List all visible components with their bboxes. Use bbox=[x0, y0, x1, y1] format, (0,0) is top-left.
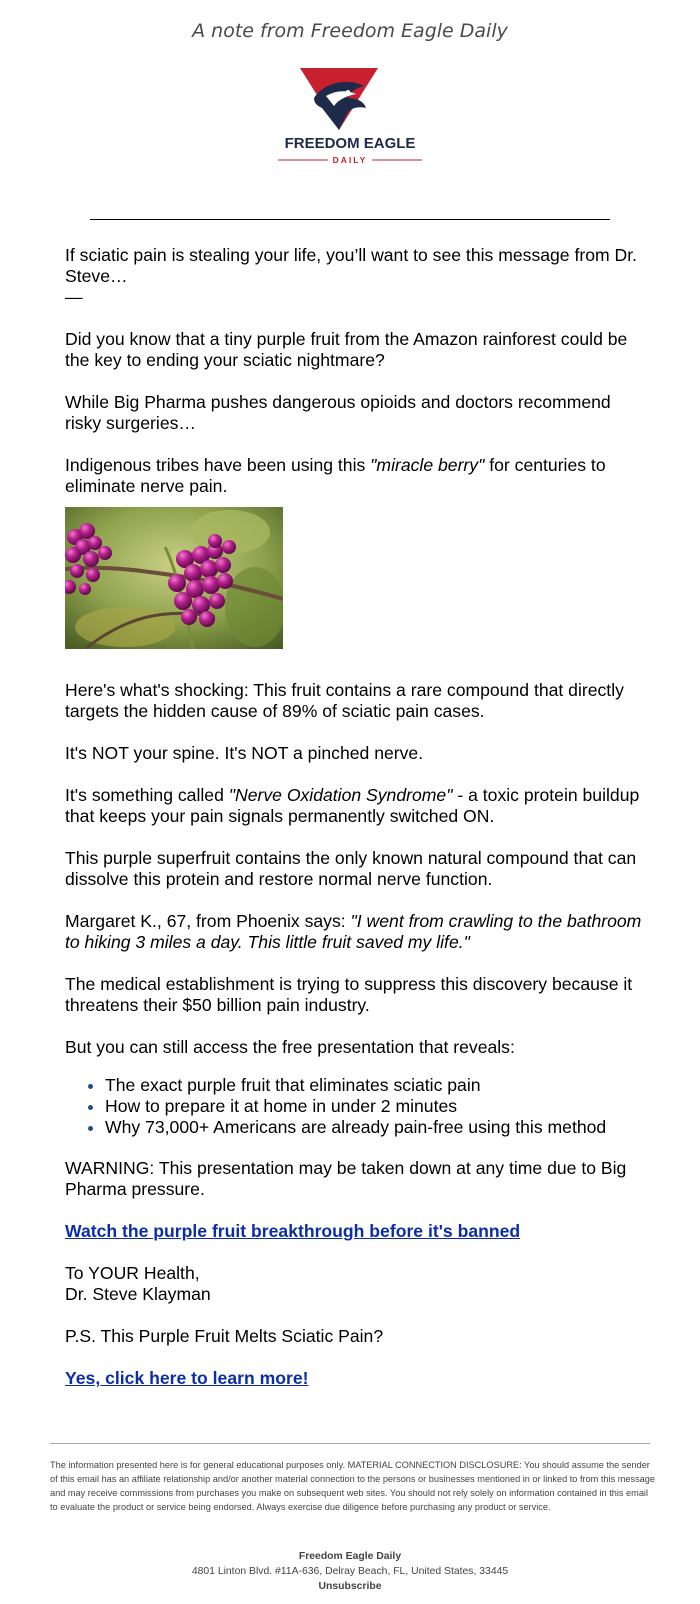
paragraph-7: This purple superfruit contains the only known natural compound that can dissolve this protein and restore normal nerve function. bbox=[65, 848, 637, 889]
paragraph-1: Did you know that a tiny purple fruit from the Amazon rainforest could be the key to ending your sciatic nightmare? bbox=[65, 329, 628, 370]
paragraph-3 bbox=[65, 455, 645, 497]
paragraph-8-text: Margaret K., 67, from Phoenix says: bbox=[65, 911, 351, 931]
paragraph-3-text-end: for centuries to eliminate nerve pain. bbox=[65, 455, 606, 496]
paragraph-9: The medical establishment is trying to suppress this discovery because it threatens their $50 billion pain industry. bbox=[65, 974, 633, 1015]
logo-eagle-eye bbox=[346, 90, 350, 94]
paragraph-6 bbox=[65, 785, 645, 827]
disclosure-text: The information presented here is for general educational purposes only. MATERIAL CONNECTION DISCLOSURE: You should assume the sender of this email has an affiliate relationship and/or another material connection to the persons or businesses mentioned in or linked to from this message and may receive commissions from purchases you make on subsequent web sites. You should not rely solely on information contained in this email to evaluate the product or service being endorsed. Always exercise due diligence before purchasing any product or service. bbox=[50, 1460, 656, 1512]
ps-paragraph: P.S. This Purple Fruit Melts Sciatic Pain? bbox=[65, 1326, 384, 1346]
paragraph-4: Here's what's shocking: This fruit contains a rare compound that directly targets the hidden cause of 89% of sciatic pain cases. bbox=[65, 680, 624, 721]
intro-dash: — bbox=[65, 287, 83, 307]
footer-divider bbox=[50, 1443, 650, 1444]
paragraph-6-text-end: - a toxic protein buildup that keeps your pain signals permanently switched ON. bbox=[65, 785, 640, 826]
header-divider bbox=[90, 219, 610, 220]
paragraph-3-emphasis: "miracle berry" bbox=[370, 455, 485, 475]
paragraph-3-text: Indigenous tribes have been using this bbox=[65, 455, 371, 475]
note-header: A note from Freedom Eagle Daily bbox=[192, 20, 508, 42]
logo-brand-line1: FREEDOM EAGLE bbox=[284, 135, 416, 152]
eagle-logo-icon bbox=[278, 68, 422, 168]
email-body bbox=[65, 245, 645, 1410]
logo-brand-line2: DAILY bbox=[332, 155, 368, 165]
list-item: • The exact purple fruit that eliminates sciatic pain bbox=[105, 1075, 645, 1096]
paragraph-5: It's NOT your spine. It's NOT a pinched nerve. bbox=[65, 743, 424, 763]
intro-paragraph: If sciatic pain is stealing your life, you’ll want to see this message from Dr. Steve… bbox=[65, 245, 638, 286]
paragraph-8 bbox=[65, 911, 645, 953]
brand-logo bbox=[278, 68, 422, 168]
testimonial-quote: "I went from crawling to the bathroom to hiking 3 miles a day. This little fruit saved my life." bbox=[65, 911, 642, 952]
warning-paragraph: WARNING: This presentation may be taken down at any time due to Big Pharma pressure. bbox=[65, 1158, 627, 1199]
paragraph-6-text: It's something called bbox=[65, 785, 229, 805]
cta-paragraph-1 bbox=[65, 1221, 645, 1242]
footer bbox=[0, 1549, 700, 1594]
cta-link-watch[interactable]: Watch the purple fruit breakthrough before it's banned bbox=[65, 1221, 521, 1241]
paragraph-10: But you can still access the free presentation that reveals: bbox=[65, 1037, 515, 1057]
list-item: • Why 73,000+ Americans are already pain-free using this method bbox=[105, 1117, 645, 1138]
benefits-list bbox=[65, 1075, 645, 1138]
footer-company: Freedom Eagle Daily bbox=[298, 1551, 402, 1562]
paragraph-6-emphasis: "Nerve Oxidation Syndrome" bbox=[228, 785, 453, 805]
signoff-line-1: To YOUR Health, bbox=[65, 1263, 200, 1283]
signoff-line-2: Dr. Steve Klayman bbox=[65, 1284, 211, 1304]
cta-link-learn-more[interactable]: Yes, click here to learn more! bbox=[65, 1368, 309, 1388]
unsubscribe-link[interactable]: Unsubscribe bbox=[318, 1581, 382, 1592]
cta-paragraph-2 bbox=[65, 1368, 645, 1389]
paragraph-2: While Big Pharma pushes dangerous opioids and doctors recommend risky surgeries… bbox=[65, 392, 611, 433]
purple-berries-photo bbox=[65, 507, 283, 649]
footer-address: 4801 Linton Blvd. #11A-636, Delray Beach, FL, United States, 33445 bbox=[191, 1566, 509, 1577]
list-item: • How to prepare it at home in under 2 minutes bbox=[105, 1096, 645, 1117]
